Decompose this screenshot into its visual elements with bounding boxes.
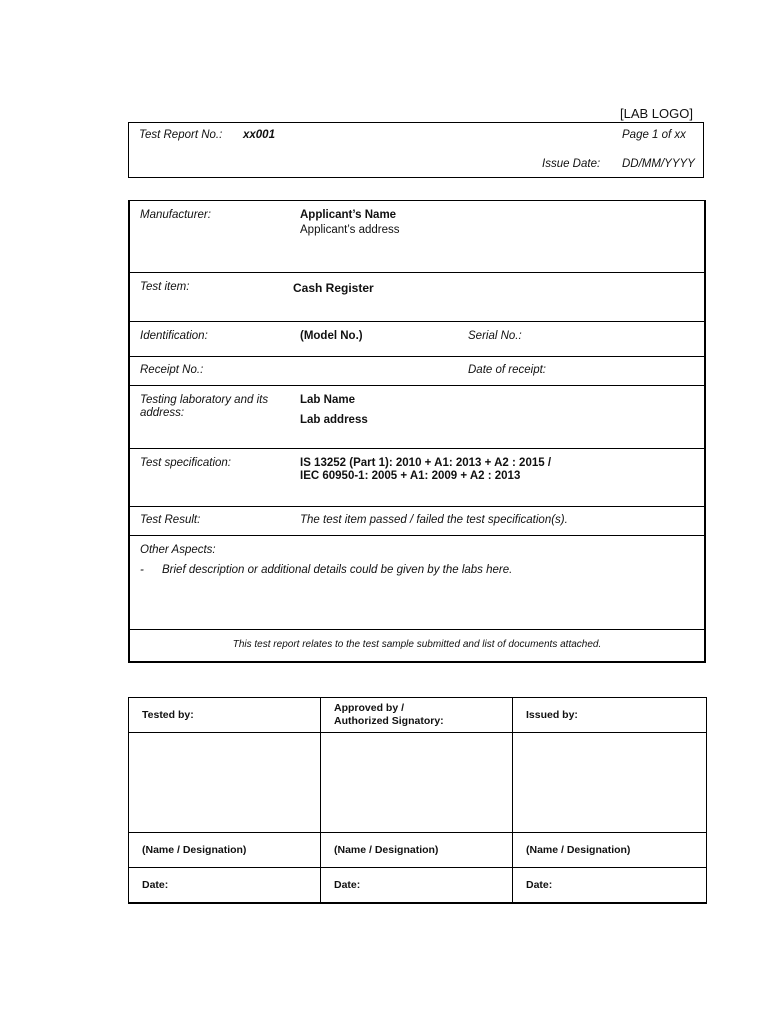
issue-date-label: Issue Date: <box>542 158 601 170</box>
footer-note-row <box>130 630 704 662</box>
tested-by-header <box>129 698 321 733</box>
test-item-label: Test item: <box>140 281 190 293</box>
issued-by-label: Issued by: <box>526 709 578 721</box>
testing-lab-label-line-2: address: <box>140 407 185 419</box>
applicant-name: Applicant’s Name <box>300 209 397 221</box>
approved-by-label-line-1: Approved by / <box>334 702 405 714</box>
approved-by-signature-area <box>321 733 513 833</box>
approved-by-name-designation: (Name / Designation) <box>321 833 513 868</box>
tested-by-name-designation: (Name / Designation) <box>129 833 321 868</box>
other-aspects-text: Brief description or additional details could be given by the labs here. <box>162 564 513 576</box>
footer-note: This test report relates to the test sample submitted and list of documents attached. <box>232 639 602 650</box>
approved-by-header <box>321 698 513 733</box>
date-of-receipt-label: Date of receipt: <box>468 364 546 376</box>
lab-logo-placeholder: [LAB LOGO] <box>620 106 693 121</box>
identification-row <box>130 322 704 357</box>
date-row <box>129 868 707 903</box>
applicant-address: Applicant’s address <box>300 224 400 236</box>
serial-no-label: Serial No.: <box>468 330 522 342</box>
lab-address: Lab address <box>300 414 368 426</box>
receipt-row <box>130 357 704 386</box>
test-result-label: Test Result: <box>140 514 201 526</box>
identification-label: Identification: <box>140 330 208 342</box>
report-info-table <box>128 200 706 663</box>
other-aspects-bullet: - <box>140 564 144 576</box>
test-item-value: Cash Register <box>293 281 374 295</box>
signature-table <box>128 697 707 904</box>
testing-lab-row <box>130 386 704 449</box>
test-result-row <box>130 507 704 536</box>
tested-by-date: Date: <box>129 868 321 903</box>
signature-space-row <box>129 733 707 833</box>
tested-by-label: Tested by: <box>142 709 194 721</box>
manufacturer-label: Manufacturer: <box>140 209 211 221</box>
issued-by-signature-area <box>513 733 707 833</box>
identification-value: (Model No.) <box>300 330 363 342</box>
approved-by-date: Date: <box>321 868 513 903</box>
test-specification-line-1: IS 13252 (Part 1): 2010 + A1: 2013 + A2 : 2015 / <box>300 457 552 469</box>
report-no-label: Test Report No.: <box>139 129 223 141</box>
test-specification-line-2: IEC 60950-1: 2005 + A1: 2009 + A2 : 2013 <box>300 470 521 482</box>
test-specification-label: Test specification: <box>140 457 231 469</box>
issued-by-name-designation: (Name / Designation) <box>513 833 707 868</box>
issued-by-header <box>513 698 707 733</box>
issued-by-date: Date: <box>513 868 707 903</box>
manufacturer-row <box>130 201 704 273</box>
other-aspects-row <box>130 536 704 630</box>
other-aspects-label: Other Aspects: <box>140 544 216 556</box>
name-designation-row <box>129 833 707 868</box>
test-result-value: The test item passed / failed the test specification(s). <box>300 514 568 526</box>
page-info: Page 1 of xx <box>622 129 686 141</box>
signature-header-row <box>129 698 707 733</box>
approved-by-label-line-2: Authorized Signatory: <box>334 715 444 727</box>
tested-by-signature-area <box>129 733 321 833</box>
issue-date-value: DD/MM/YYYY <box>622 158 695 170</box>
report-header-box <box>128 122 704 178</box>
test-item-row <box>130 273 704 322</box>
test-specification-row <box>130 449 704 507</box>
testing-lab-label-line-1: Testing laboratory and its <box>140 394 269 406</box>
report-no-value: xx001 <box>243 129 275 141</box>
lab-name: Lab Name <box>300 394 355 406</box>
receipt-no-label: Receipt No.: <box>140 364 204 376</box>
